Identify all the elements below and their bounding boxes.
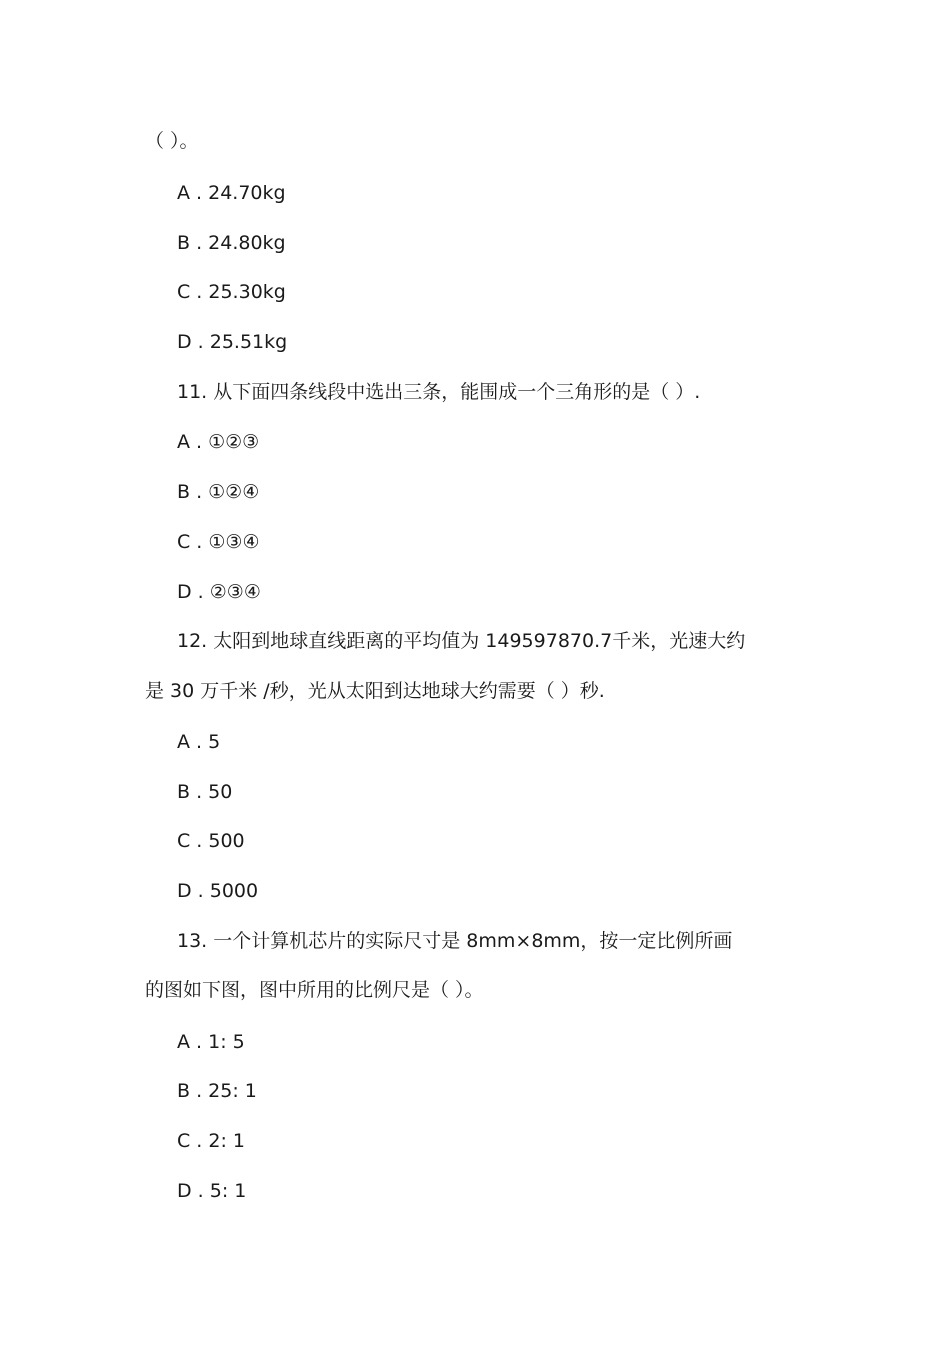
q12-stem-line2: 是 30 万千米 /秒，光从太阳到达地球大约需要（ ）秒.	[145, 680, 605, 702]
q10-stem-tail: （ ）。	[145, 130, 199, 152]
q12-option-a: A . 5	[177, 731, 221, 753]
q13-option-c: C . 2: 1	[177, 1130, 246, 1152]
q13-stem-line2: 的图如下图，图中所用的比例尺是（ ）。	[145, 979, 484, 1001]
q10-option-d: D . 25.51kg	[177, 331, 288, 353]
q10-option-b: B . 24.80kg	[177, 232, 286, 254]
q13-option-b: B . 25: 1	[177, 1080, 257, 1102]
q12-option-c: C . 500	[177, 830, 245, 852]
q10-option-c: C . 25.30kg	[177, 281, 286, 303]
q13-option-a: A . 1: 5	[177, 1031, 245, 1053]
q10-option-a: A . 24.70kg	[177, 182, 286, 204]
q13-stem-line1: 13. 一个计算机芯片的实际尺寸是 8mm×8mm，按一定比例所画	[177, 930, 733, 952]
q12-option-d: D . 5000	[177, 880, 259, 902]
q11-option-d: D . ②③④	[177, 581, 261, 603]
q11-stem: 11. 从下面四条线段中选出三条，能围成一个三角形的是（ ）.	[177, 381, 701, 403]
q13-option-d: D . 5: 1	[177, 1180, 247, 1202]
q11-option-c: C . ①③④	[177, 531, 260, 553]
q12-option-b: B . 50	[177, 781, 233, 803]
q11-option-a: A . ①②③	[177, 431, 260, 453]
q12-stem-line1: 12. 太阳到地球直线距离的平均值为 149597870.7千米，光速大约	[177, 630, 746, 652]
q11-option-b: B . ①②④	[177, 481, 260, 503]
